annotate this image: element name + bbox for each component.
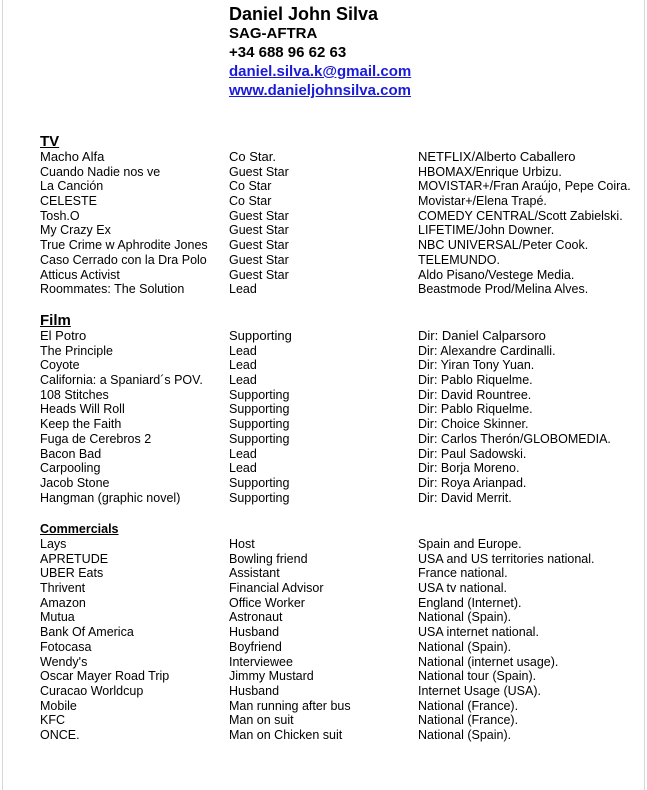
credit-row [40,699,640,714]
credit-row [40,194,640,209]
credit-details: Internet Usage (USA). [418,683,541,698]
credit-role: Office Worker [229,595,305,610]
credit-details: USA internet national. [418,625,539,640]
commercials-section [40,522,640,743]
credit-row [40,581,640,596]
credit-details: England (Internet). [418,595,522,610]
credit-role: Supporting [229,328,292,343]
credit-role: Host [229,537,255,551]
credit-details: USA tv national. [418,581,507,596]
credit-details: Dir: Carlos Therón/GLOBOMEDIA. [418,431,611,446]
credit-title: Coyote [40,358,80,373]
credit-title: CELESTE [40,194,97,209]
credit-role: Assistant [229,566,280,581]
credit-details: National (Spain). [418,727,512,742]
credit-role: Astronaut [229,610,283,625]
credit-role: Man on suit [229,713,294,728]
credit-role: Lead [229,446,257,461]
credit-row [40,432,640,447]
credit-title: Roommates: The Solution [40,282,185,297]
credit-title: Keep the Faith [40,417,122,432]
union-affiliation: SAG-AFTRA [229,25,318,42]
credit-title: My Crazy Ex [40,223,111,238]
credit-details: France national. [418,566,508,581]
credit-row [40,209,640,224]
credit-title: Bank Of America [40,625,134,640]
contact-header [229,4,411,100]
credit-title: Heads Will Roll [40,402,125,417]
credit-role: Lead [229,461,257,476]
credit-details: Dir: Paul Sadowski. [418,446,527,461]
commercials-credits-list [40,537,640,743]
credit-row [40,238,640,253]
credit-title: Fotocasa [40,639,92,654]
credit-title: Tosh.O [40,208,80,223]
credit-title: Hangman (graphic novel) [40,490,181,505]
email-link[interactable]: daniel.silva.k@gmail.com [229,63,412,80]
credit-row [40,373,640,388]
credit-row [40,684,640,699]
credit-title: Caso Cerrado con la Dra Polo [40,252,207,267]
credit-role: Boyfriend [229,639,282,654]
credit-row [40,625,640,640]
credit-role: Lead [229,373,257,388]
phone-number: +34 688 96 62 63 [229,44,347,61]
credit-role: Co Star [229,179,272,194]
section-title-commercials: Commercials [40,522,119,536]
credit-role: Supporting [229,475,290,490]
credit-row [40,713,640,728]
credit-title: Mobile [40,698,77,713]
credit-title: APRETUDE [40,551,109,566]
credit-row [40,329,640,344]
credit-details: National (internet usage). [418,654,559,669]
credit-role: Guest Star [229,238,289,253]
credit-row [40,402,640,417]
credit-role: Guest Star [229,267,289,282]
credit-role: Guest Star [229,223,289,238]
credit-role: Husband [229,625,280,640]
credit-details: NETFLIX/Alberto Caballero [418,149,576,164]
credit-role: Co Star [229,194,272,209]
credit-row [40,669,640,684]
credit-title: Wendy's [40,654,88,669]
credit-row [40,344,640,359]
credit-details: National tour (Spain). [418,669,537,684]
credit-title: UBER Eats [40,566,104,581]
credit-details: Spain and Europe. [418,537,522,551]
credit-row [40,640,640,655]
credit-title: Curacao Worldcup [40,683,144,698]
credit-row [40,476,640,491]
credit-row [40,268,640,283]
credit-role: Supporting [229,402,290,417]
credit-row [40,165,640,180]
credit-row [40,417,640,432]
credit-title: California: a Spaniard´s POV. [40,373,203,388]
credit-row [40,223,640,238]
credit-title: True Crime w Aphrodite Jones [40,238,208,253]
credit-row [40,282,640,297]
credit-details: COMEDY CENTRAL/Scott Zabielski. [418,208,623,223]
credit-role: Jimmy Mustard [229,669,314,684]
section-title-tv: TV [40,133,60,150]
credit-details: National (France). [418,698,519,713]
credit-title: El Potro [40,328,87,343]
credit-row [40,596,640,611]
credit-row [40,566,640,581]
film-section [40,312,640,505]
credit-title: Amazon [40,595,86,610]
credit-details: MOVISTAR+/Fran Araújo, Pepe Coira. [418,179,631,194]
credit-title: 108 Stitches [40,387,109,402]
credit-row [40,552,640,567]
credit-details: Dir: Alexandre Cardinalli. [418,343,556,358]
credit-details: Aldo Pisano/Vestege Media. [418,267,575,282]
credit-role: Supporting [229,490,290,505]
tv-credits-list [40,150,640,297]
section-title-film: Film [40,312,71,329]
credit-title: Fuga de Cerebros 2 [40,431,152,446]
credit-role: Husband [229,683,280,698]
credit-row [40,491,640,506]
credit-row [40,150,640,165]
credit-details: Movistar+/Elena Trapé. [418,194,547,209]
tv-section [40,133,640,297]
credit-details: HBOMAX/Enrique Urbizu. [418,164,562,179]
credit-details: National (Spain). [418,610,512,625]
credit-details: National (France). [418,713,519,728]
website-link[interactable]: www.danieljohnsilva.com [229,82,411,99]
credit-details: TELEMUNDO. [418,252,500,267]
credit-title: Jacob Stone [40,475,110,490]
credit-title: Bacon Bad [40,446,102,461]
credit-title: Thrivent [40,581,86,596]
credit-role: Supporting [229,387,290,402]
credit-role: Guest Star [229,252,289,267]
credit-title: Oscar Mayer Road Trip [40,669,170,684]
credit-title: Cuando Nadie nos ve [40,164,161,179]
credit-row [40,253,640,268]
credit-title: The Principle [40,343,113,358]
credit-title: Lays [40,537,67,551]
credit-role: Supporting [229,417,290,432]
credit-row [40,179,640,194]
credit-role: Interviewee [229,654,293,669]
credit-row [40,461,640,476]
credit-title: La Canción [40,179,104,194]
credit-row [40,447,640,462]
credit-role: Bowling friend [229,551,308,566]
credit-details: Dir: David Merrit. [418,490,512,505]
credit-details: Dir: Borja Moreno. [418,461,520,476]
credit-role: Man on Chicken suit [229,727,343,742]
credit-row [40,610,640,625]
credit-role: Co Star. [229,149,276,164]
page-edge-right [644,0,645,790]
credit-row [40,728,640,743]
actor-name: Daniel John Silva [229,4,379,24]
credit-role: Man running after bus [229,698,351,713]
credit-details: Dir: David Rountree. [418,387,532,402]
credit-details: LIFETIME/John Downer. [418,223,555,238]
credit-details: Beastmode Prod/Melina Alves. [418,282,589,297]
credit-row [40,537,640,552]
credit-title: KFC [40,713,65,728]
credit-role: Lead [229,358,257,373]
credit-row [40,358,640,373]
page-edge-left [2,0,3,790]
credit-row [40,388,640,403]
credit-title: Carpooling [40,461,101,476]
credit-title: Atticus Activist [40,267,120,282]
credit-details: Dir: Yiran Tony Yuan. [418,358,535,373]
film-credits-list [40,329,640,505]
credit-role: Guest Star [229,208,289,223]
credit-role: Lead [229,343,257,358]
credit-details: Dir: Choice Skinner. [418,417,529,432]
credit-title: ONCE. [40,727,80,742]
credit-role: Supporting [229,431,290,446]
credit-role: Guest Star [229,164,289,179]
credit-details: Dir: Roya Arianpad. [418,475,527,490]
credit-details: NBC UNIVERSAL/Peter Cook. [418,238,589,253]
credit-title: Mutua [40,610,75,625]
credit-role: Financial Advisor [229,581,324,596]
credit-details: Dir: Pablo Riquelme. [418,373,533,388]
credit-row [40,655,640,670]
credit-title: Macho Alfa [40,149,105,164]
credit-details: Dir: Pablo Riquelme. [418,402,533,417]
credit-details: USA and US territories national. [418,551,595,566]
credit-role: Lead [229,282,257,297]
credit-details: National (Spain). [418,639,512,654]
credit-details: Dir: Daniel Calparsoro [418,328,546,343]
